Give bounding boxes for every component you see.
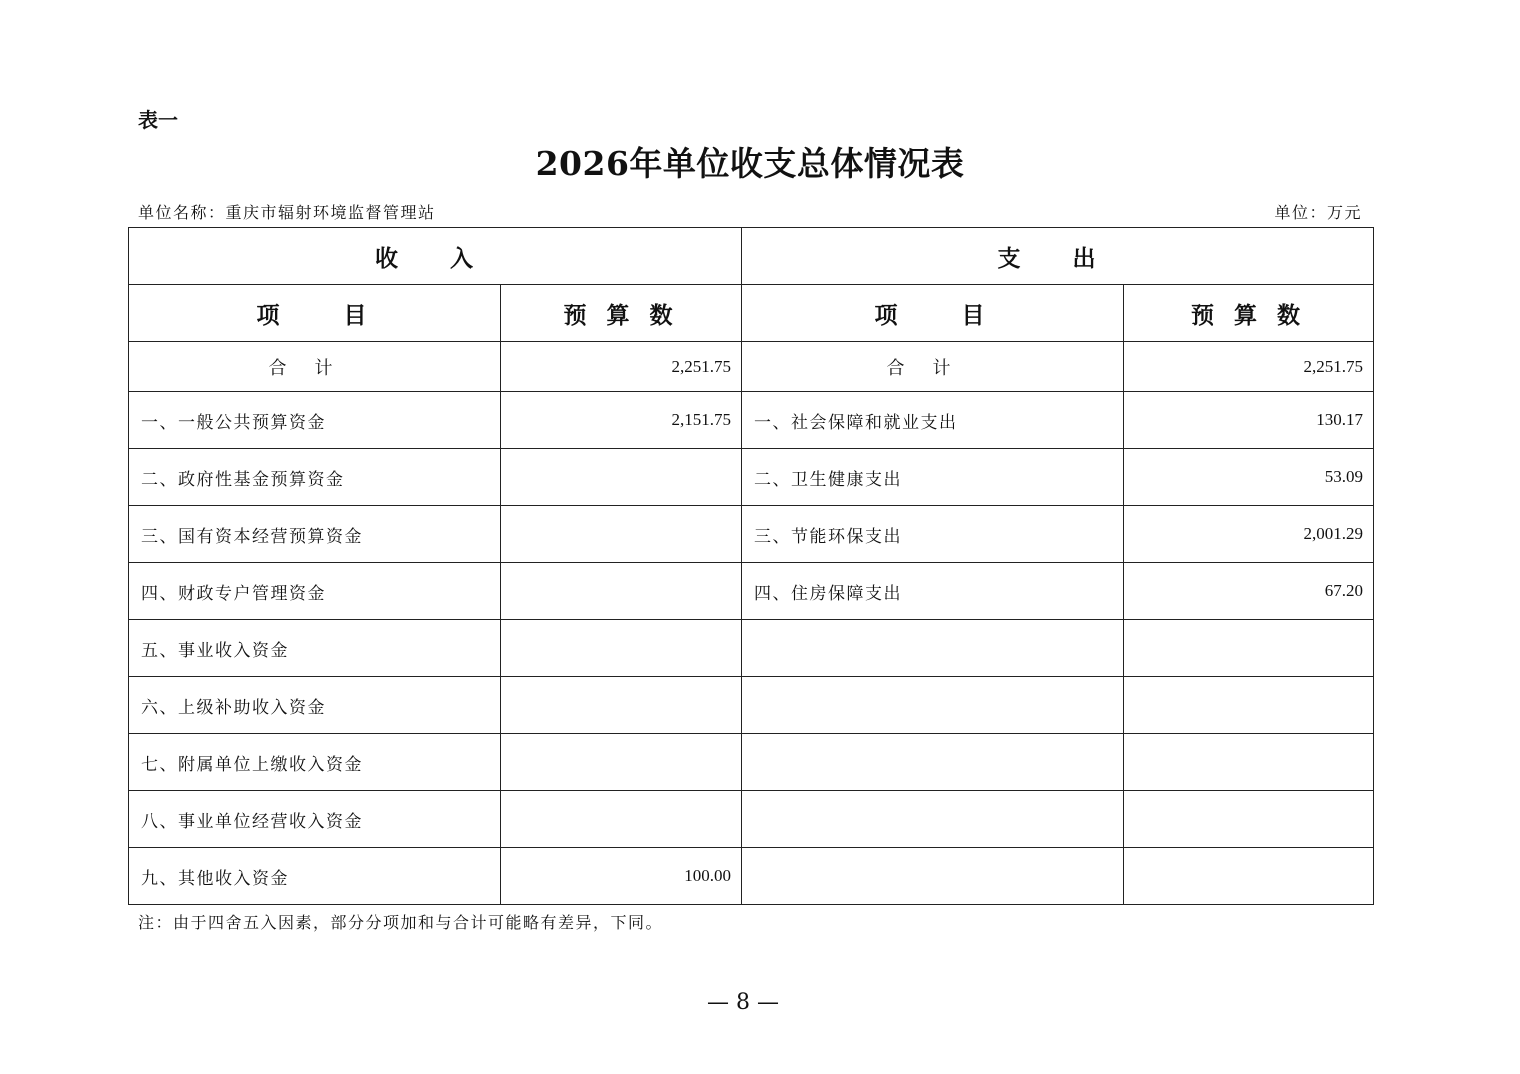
income-item: 七、附属单位上缴收入资金 xyxy=(129,734,501,791)
table-row xyxy=(129,848,1374,905)
expense-item: 二、卫生健康支出 xyxy=(742,449,1124,506)
page-title: 2026年单位收支总体情况表 xyxy=(535,144,965,183)
income-item: 四、财政专户管理资金 xyxy=(129,563,501,620)
expense-item: 一、社会保障和就业支出 xyxy=(742,392,1124,449)
income-value xyxy=(501,734,742,791)
table-row xyxy=(129,791,1374,848)
table-row xyxy=(129,734,1374,791)
expense-item-header: 项 目 xyxy=(742,285,1124,342)
income-total-label: 合计 xyxy=(129,342,501,392)
section-header-row xyxy=(129,228,1374,285)
income-item: 一、一般公共预算资金 xyxy=(129,392,501,449)
expense-value: 53.09 xyxy=(1124,449,1374,506)
income-item: 六、上级补助收入资金 xyxy=(129,677,501,734)
expense-item xyxy=(742,734,1124,791)
income-header: 收 入 xyxy=(129,228,742,285)
column-header-row xyxy=(129,285,1374,342)
expense-value xyxy=(1124,677,1374,734)
footnote: 注：由于四舍五入因素，部分分项加和与合计可能略有差异，下同。 xyxy=(138,913,664,932)
income-item: 五、事业收入资金 xyxy=(129,620,501,677)
table-row xyxy=(129,563,1374,620)
expense-item xyxy=(742,848,1124,905)
expense-total-label: 合计 xyxy=(742,342,1124,392)
expense-item xyxy=(742,620,1124,677)
income-budget-header: 预 算 数 xyxy=(501,285,742,342)
expense-value xyxy=(1124,791,1374,848)
expense-value: 67.20 xyxy=(1124,563,1374,620)
table-row xyxy=(129,620,1374,677)
expense-value xyxy=(1124,848,1374,905)
income-value: 100.00 xyxy=(501,848,742,905)
income-item: 八、事业单位经营收入资金 xyxy=(129,791,501,848)
page-number: — 8 — xyxy=(707,990,779,1015)
expense-value xyxy=(1124,620,1374,677)
income-item: 九、其他收入资金 xyxy=(129,848,501,905)
income-total-value: 2,251.75 xyxy=(501,342,742,392)
income-value xyxy=(501,449,742,506)
expense-value: 130.17 xyxy=(1124,392,1374,449)
table-row xyxy=(129,392,1374,449)
income-value xyxy=(501,791,742,848)
expense-value: 2,001.29 xyxy=(1124,506,1374,563)
table-row xyxy=(129,506,1374,563)
unit-name: 单位名称：重庆市辐射环境监督管理站 xyxy=(138,203,436,222)
expense-total-value: 2,251.75 xyxy=(1124,342,1374,392)
income-item-header: 项 目 xyxy=(129,285,501,342)
table-number: 表一 xyxy=(138,108,178,132)
expense-item: 四、住房保障支出 xyxy=(742,563,1124,620)
budget-table xyxy=(128,227,1374,905)
income-value xyxy=(501,563,742,620)
expense-value xyxy=(1124,734,1374,791)
income-value xyxy=(501,506,742,563)
income-item: 三、国有资本经营预算资金 xyxy=(129,506,501,563)
total-row xyxy=(129,342,1374,392)
expense-item xyxy=(742,791,1124,848)
table-row xyxy=(129,449,1374,506)
expense-header: 支 出 xyxy=(742,228,1374,285)
expense-item: 三、节能环保支出 xyxy=(742,506,1124,563)
income-value xyxy=(501,677,742,734)
income-item: 二、政府性基金预算资金 xyxy=(129,449,501,506)
table-row xyxy=(129,677,1374,734)
currency-unit: 单位：万元 xyxy=(1274,203,1362,222)
income-value xyxy=(501,620,742,677)
income-value: 2,151.75 xyxy=(501,392,742,449)
expense-item xyxy=(742,677,1124,734)
expense-budget-header: 预 算 数 xyxy=(1124,285,1374,342)
